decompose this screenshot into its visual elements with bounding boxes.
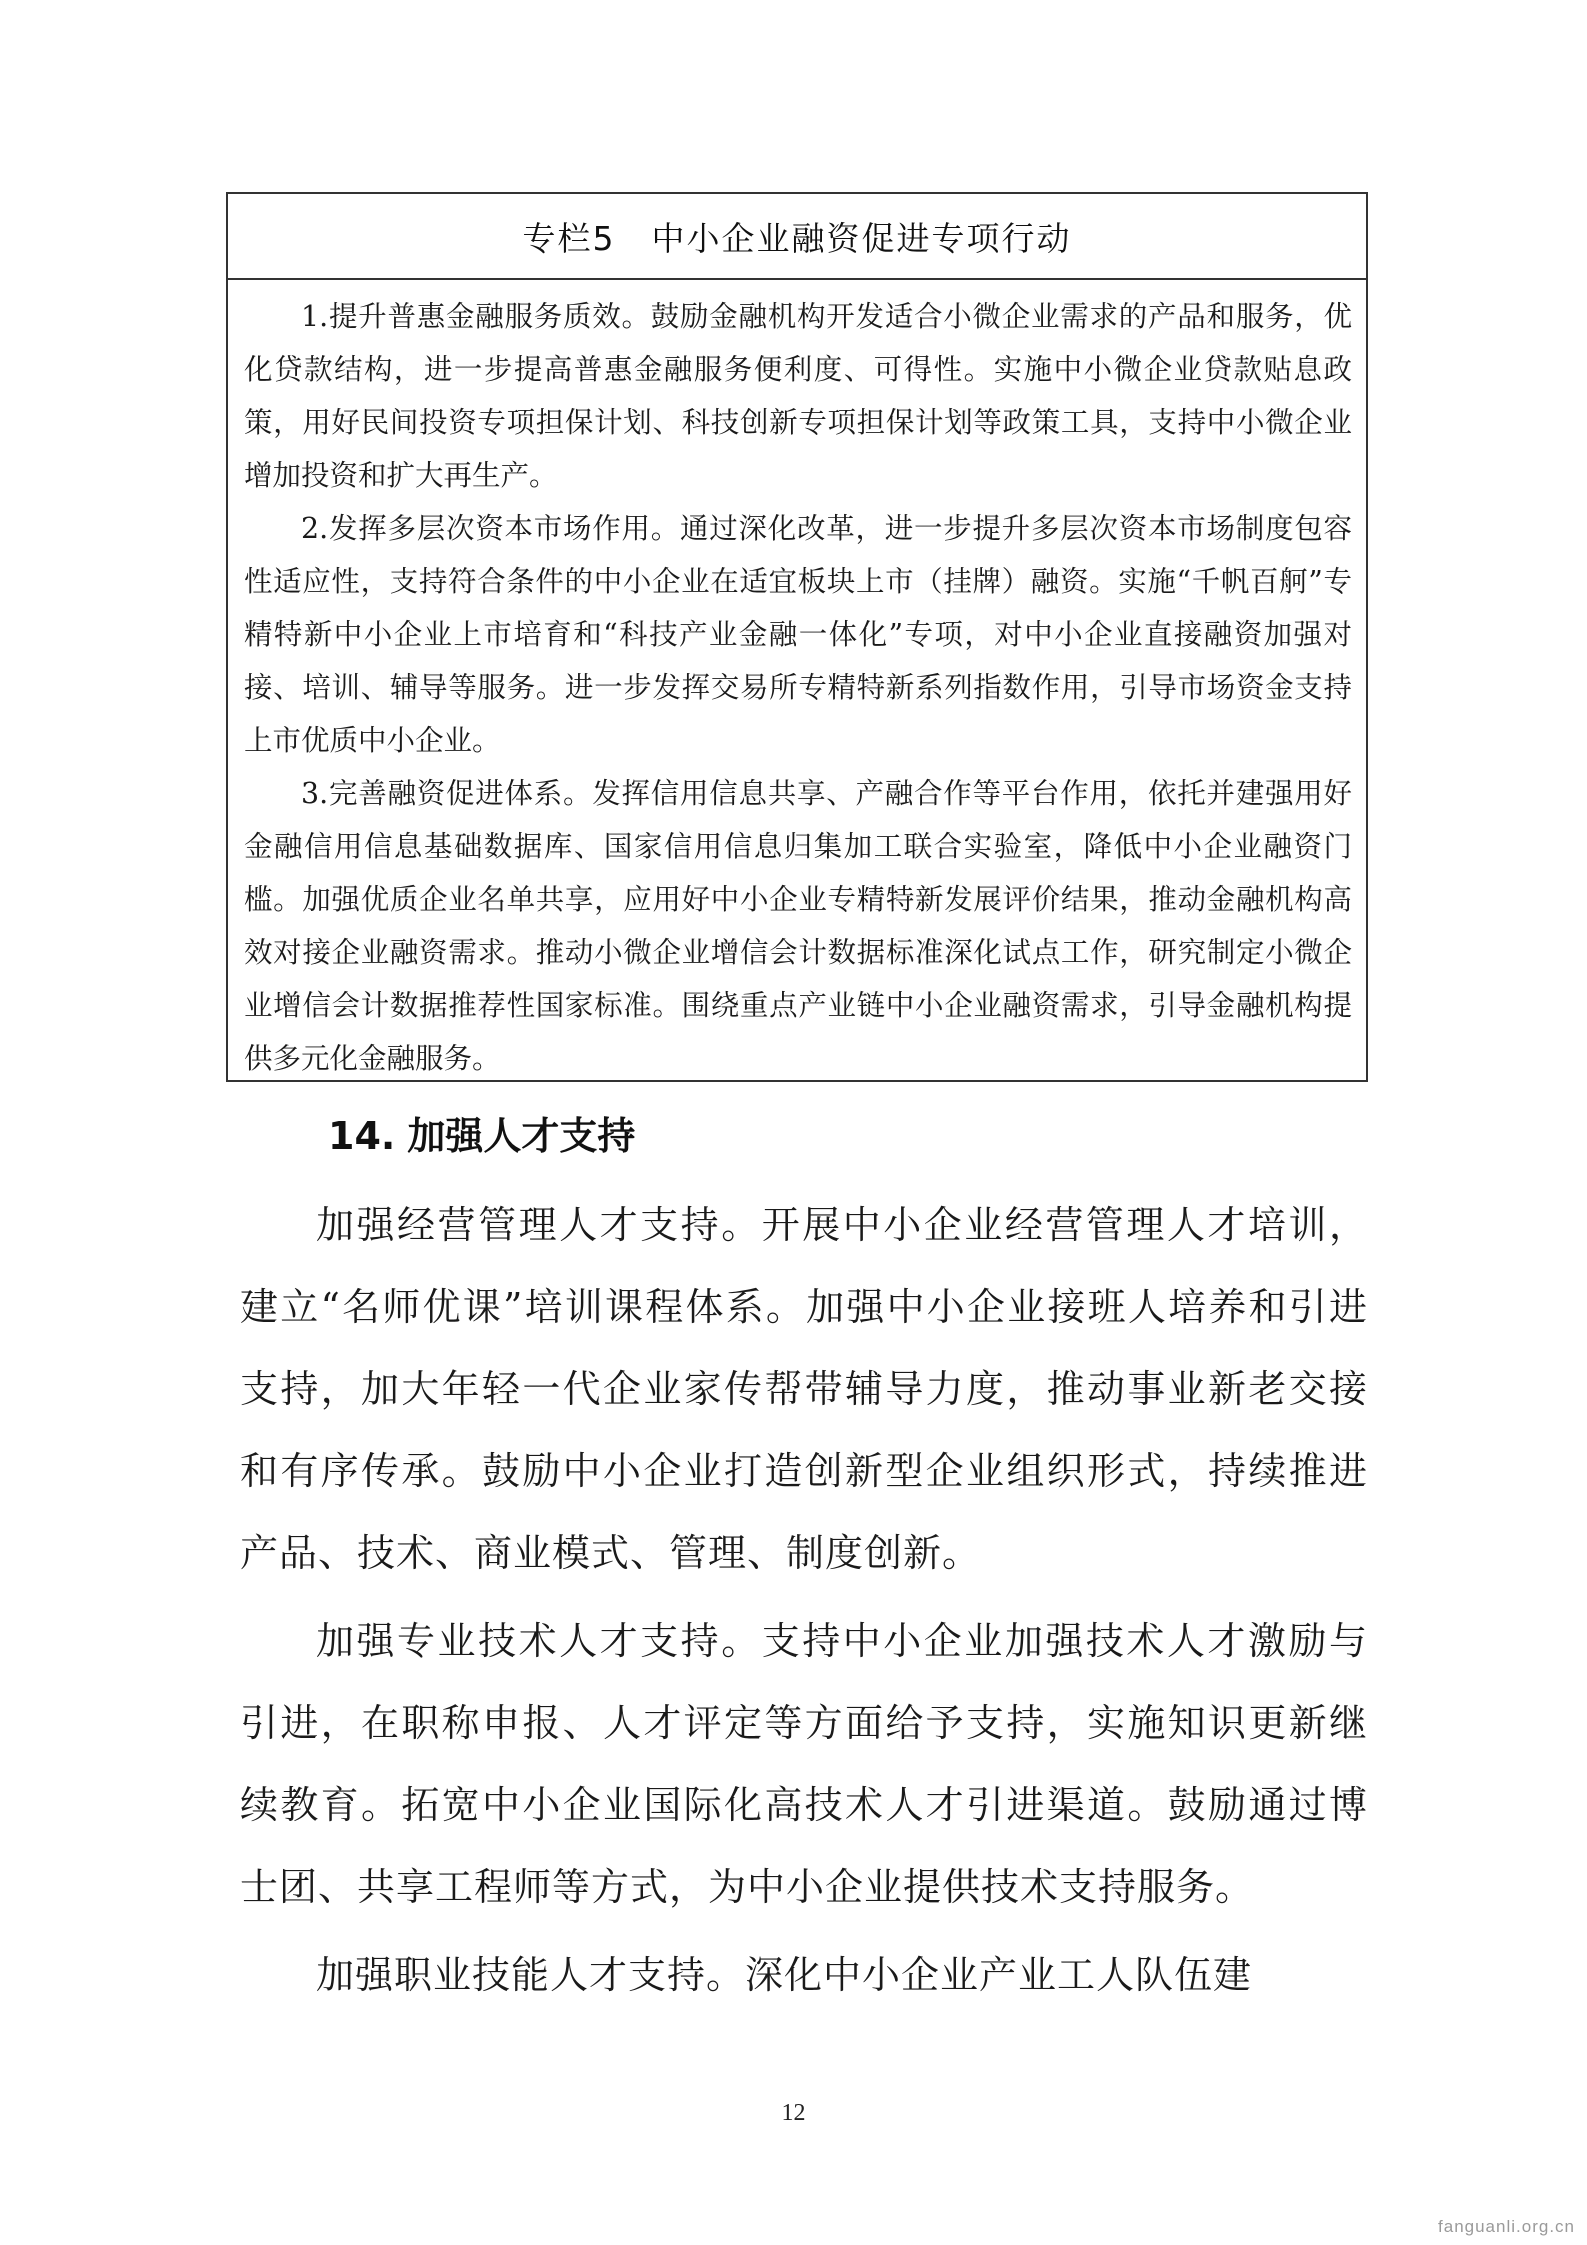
column-paragraph-1: 1.提升普惠金融服务质效。鼓励金融机构开发适合小微企业需求的产品和服务，优化贷款结构，进一步提高普惠金融服务便利度、可得性。实施中小微企业贷款贴息政策，用好民间投资专项担保计划、科技创新专项担保计划等政策工具，支持中小微企业增加投资和扩大再生产。 xyxy=(244,300,1352,492)
column-paragraph-2: 2.发挥多层次资本市场作用。通过深化改革，进一步提升多层次资本市场制度包容性适应性，支持符合条件的中小企业在适宜板块上市（挂牌）融资。实施“千帆百舸”专精特新中小企业上市培育和“科技产业金融一体化”专项，对中小企业直接融资加强对接、培训、辅导等服务。进一步发挥交易所专精特新系列指数作用，引导市场资金支持上市优质中小企业。 xyxy=(244,512,1352,757)
page-number: 12 xyxy=(781,2100,806,2126)
main-text xyxy=(240,1184,1368,2022)
column-title-row xyxy=(228,194,1366,280)
column-body xyxy=(228,280,1366,1085)
column-label: 专栏5 xyxy=(522,218,616,258)
section-heading xyxy=(328,1104,635,1168)
section-number: 14. xyxy=(328,1114,396,1158)
body-paragraph-2: 加强专业技术人才支持。支持中小企业加强技术人才激励与引进，在职称申报、人才评定等方面给予支持，实施知识更新继续教育。拓宽中小企业国际化高技术人才引进渠道。鼓励通过博士团、共享工程师等方式，为中小企业提供技术支持服务。 xyxy=(240,1619,1368,1909)
body-paragraph-1: 加强经营管理人才支持。开展中小企业经营管理人才培训，建立“名师优课”培训课程体系。加强中小企业接班人培养和引进支持，加大年轻一代企业家传帮带辅导力度，推动事业新老交接和有序传承。鼓励中小企业打造创新型企业组织形式，持续推进产品、技术、商业模式、管理、制度创新。 xyxy=(240,1203,1368,1575)
body-paragraph-3: 加强职业技能人才支持。深化中小企业产业工人队伍建 xyxy=(316,1953,1253,1997)
watermark: fanguanli.org.cn xyxy=(1438,2217,1575,2236)
section-title: 加强人才支持 xyxy=(407,1114,636,1158)
column-paragraph-3: 3.完善融资促进体系。发挥信用信息共享、产融合作等平台作用，依托并建强用好金融信用信息基础数据库、国家信用信息归集加工联合实验室，降低中小企业融资门槛。加强优质企业名单共享，应用好中小企业专精特新发展评价结果，推动金融机构高效对接企业融资需求。推动小微企业增信会计数据标准深化试点工作，研究制定小微企业增信会计数据推荐性国家标准。围绕重点产业链中小企业融资需求，引导金融机构提供多元化金融服务。 xyxy=(244,777,1352,1075)
column-title-text: 中小企业融资促进专项行动 xyxy=(651,218,1072,258)
column-box xyxy=(226,192,1368,1082)
column-title xyxy=(523,213,1072,260)
